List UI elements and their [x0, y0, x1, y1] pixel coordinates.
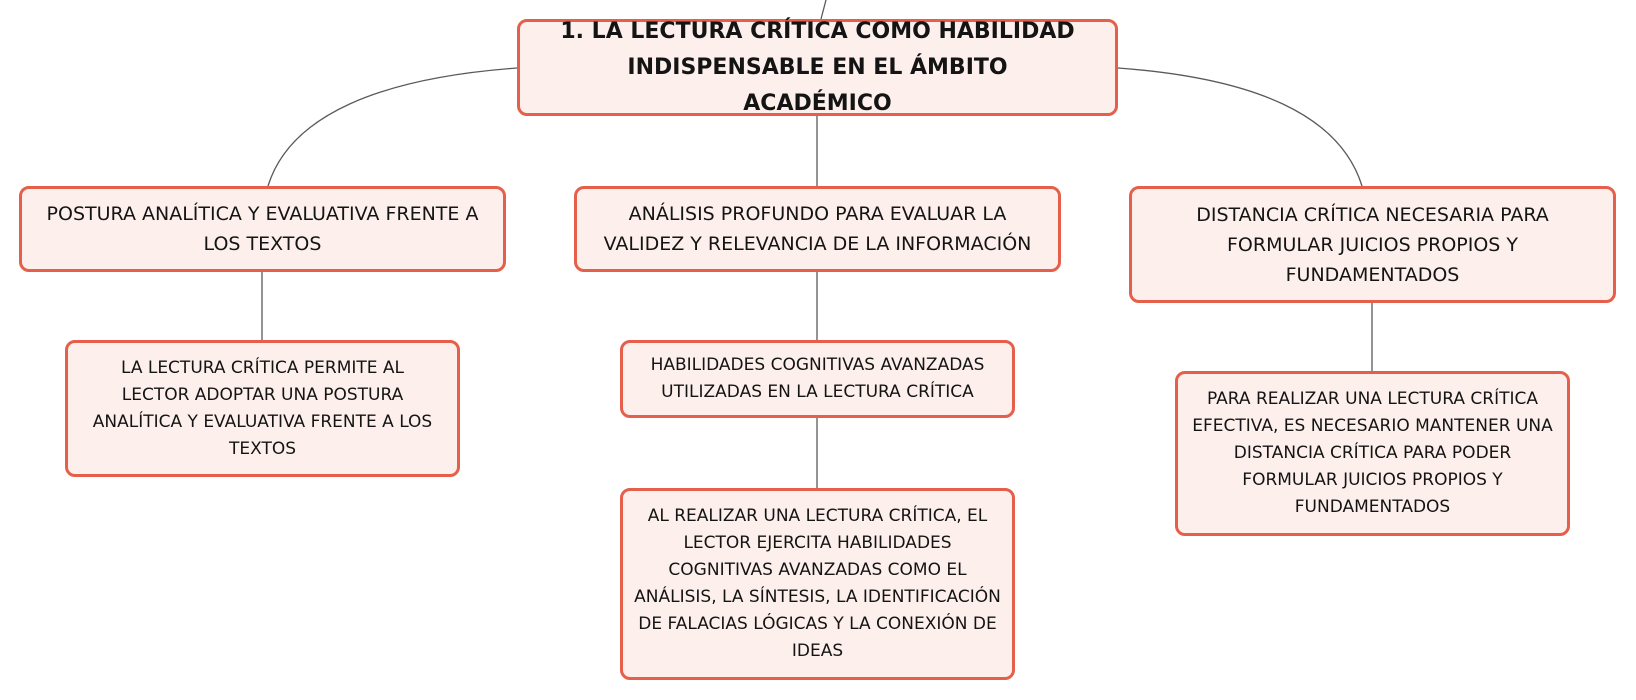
branch-postura-text: POSTURA ANALÍTICA Y EVALUATIVA FRENTE A LOS TEXTOS [46, 203, 479, 255]
detail-node-distancia[interactable] [1175, 371, 1570, 536]
detail-node-habilidades[interactable] [620, 488, 1015, 680]
subtopic-node-habilidades[interactable] [620, 340, 1015, 418]
root-topic-text: 1. LA LECTURA CRÍTICA COMO HABILIDAD INDISPENSABLE EN EL ÁMBITO ACADÉMICO [560, 18, 1075, 116]
branch-node-analisis[interactable] [574, 186, 1061, 272]
connector-root-to-branch-3 [1118, 68, 1362, 186]
detail-habilidades-text: AL REALIZAR UNA LECTURA CRÍTICA, EL LECTOR EJERCITA HABILIDADES COGNITIVAS AVANZADAS COMO EL ANÁLISIS, LA SÍNTESIS, LA IDENTIFICACIÓN DE FALACIAS LÓGICAS Y LA CONEXIÓN DE IDEAS [634, 506, 1001, 661]
branch-node-postura[interactable] [19, 186, 506, 272]
connector-root-to-branch-1 [268, 68, 517, 186]
subtopic-habilidades-text: HABILIDADES COGNITIVAS AVANZADAS UTILIZADAS EN LA LECTURA CRÍTICA [650, 355, 985, 402]
branch-distancia-text: DISTANCIA CRÍTICA NECESARIA PARA FORMULAR JUICIOS PROPIOS Y FUNDAMENTADOS [1196, 203, 1549, 286]
detail-distancia-text: PARA REALIZAR UNA LECTURA CRÍTICA EFECTIVA, ES NECESARIO MANTENER UNA DISTANCIA CRÍTICA PARA PODER FORMULAR JUICIOS PROPIOS Y FUNDAMENTADOS [1192, 389, 1553, 517]
branch-node-distancia[interactable] [1129, 186, 1616, 303]
detail-node-postura[interactable] [65, 340, 460, 477]
root-topic-node[interactable] [517, 19, 1118, 116]
detail-postura-text: LA LECTURA CRÍTICA PERMITE AL LECTOR ADOPTAR UNA POSTURA ANALÍTICA Y EVALUATIVA FRENTE A LOS TEXTOS [92, 357, 433, 459]
branch-analisis-text: ANÁLISIS PROFUNDO PARA EVALUAR LA VALIDEZ Y RELEVANCIA DE LA INFORMACIÓN [603, 203, 1032, 255]
